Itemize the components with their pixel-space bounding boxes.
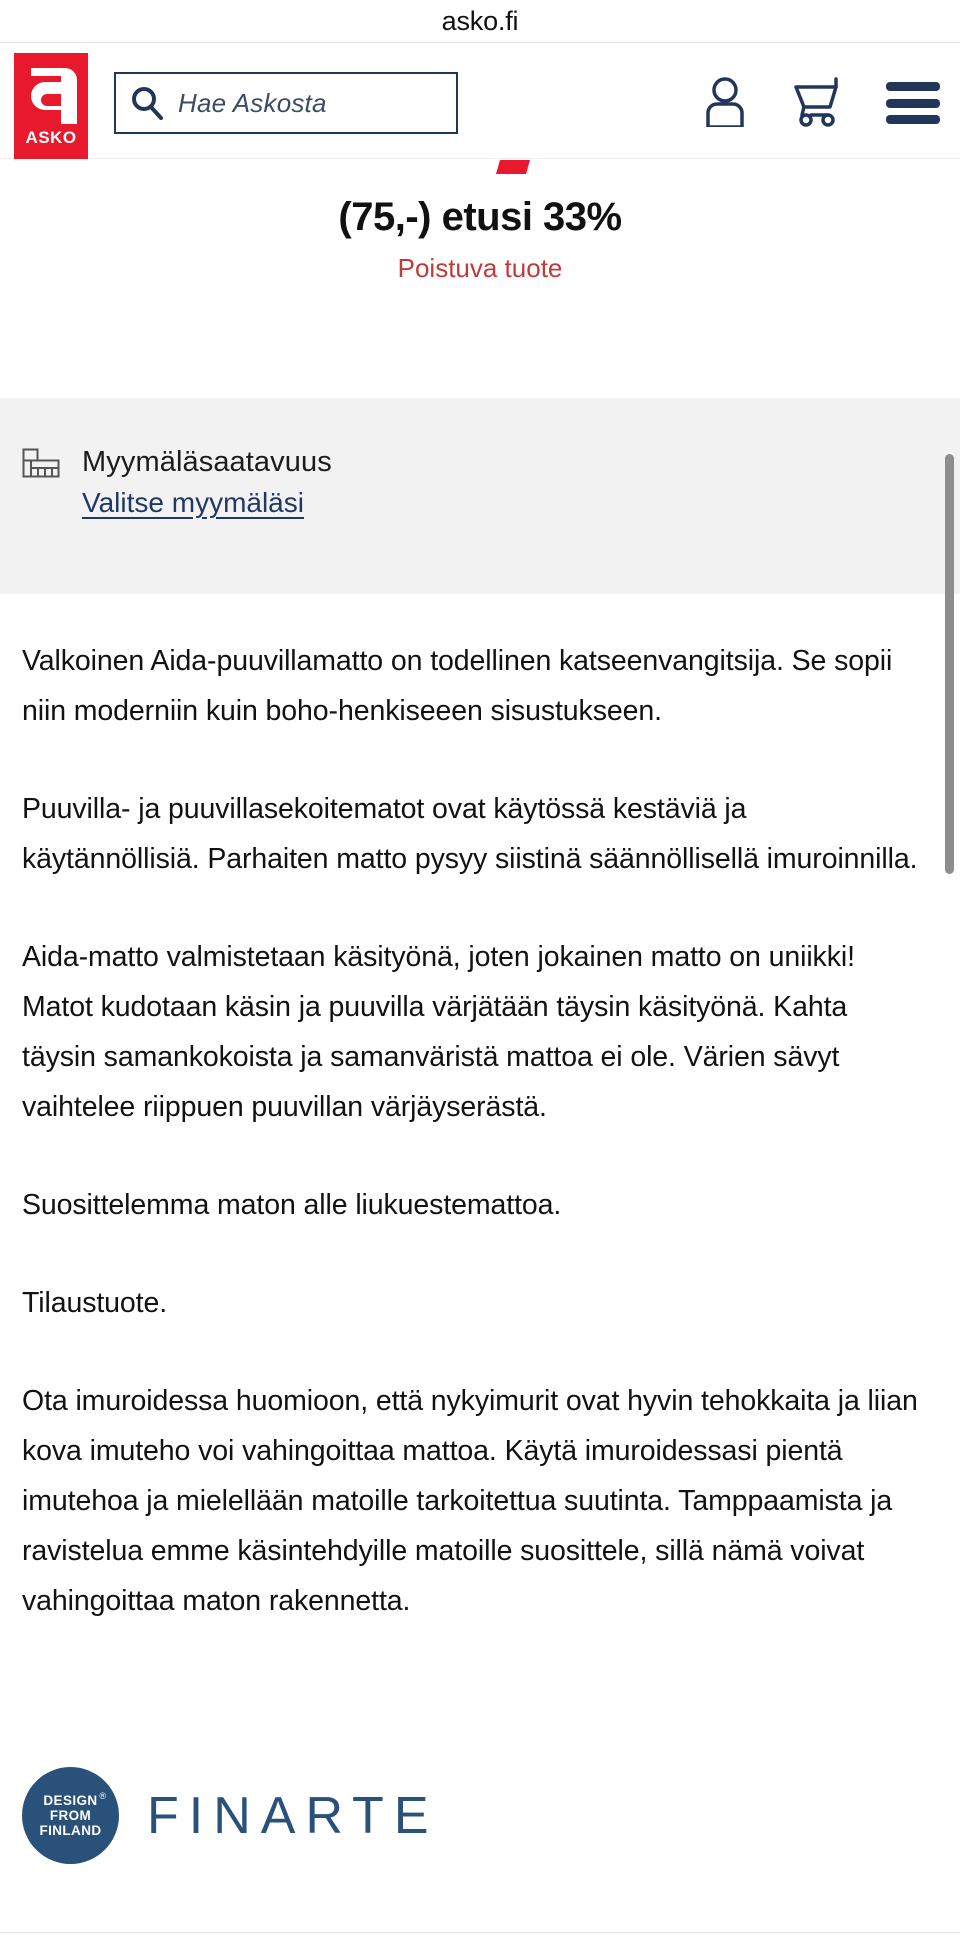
description-paragraph: Valkoinen Aida-puuvillamatto on todellinen katseenvangitsija. Se sopii niin moderniin kuin boho-henkiseeen sisustukseen. xyxy=(22,645,893,727)
page-scrollbar-track[interactable] xyxy=(948,160,957,1939)
badge-line-2: FROM xyxy=(49,1808,92,1823)
url-text: asko.fi xyxy=(441,5,519,36)
bottom-divider xyxy=(0,1932,960,1933)
brand-logo xyxy=(22,1767,439,1864)
product-description xyxy=(22,636,922,1674)
search-placeholder-text: Hae Askosta xyxy=(178,87,327,118)
status-badge: Poistuva tuote xyxy=(397,253,563,283)
asko-a-logo-icon xyxy=(25,62,77,124)
shopping-cart-icon xyxy=(792,75,846,132)
cart-button[interactable] xyxy=(790,74,848,132)
brand-name: FINARTE xyxy=(147,1786,439,1845)
promo-section xyxy=(0,160,960,294)
price-note: (75,-) etusi 33% xyxy=(338,195,622,239)
store-availability-title: Myymäläsaatavuus xyxy=(82,446,332,478)
asko-logo-text: ASKO xyxy=(25,128,77,147)
store-availability-panel xyxy=(0,398,960,594)
design-from-finland-badge-icon xyxy=(22,1767,119,1864)
description-paragraph: Puuvilla- ja puuvillasekoitematot ovat käytössä kestäviä ja käytännöllisiä. Parhaiten matto pysyy siistinä säännöllisellä imuroinnilla. xyxy=(22,793,918,875)
site-header xyxy=(0,44,960,159)
hamburger-menu-icon xyxy=(886,82,940,124)
description-paragraph: Aida-matto valmistetaan käsityönä, joten jokainen matto on uniikki! Matot kudotaan käsin ja puuvilla värjätään täysin käsityönä. Kahta täysin samankokoista ja samanväristä mattoa ei ole. Värien sävyt vaihtelee riippuen puuvillan värjäyserästä. xyxy=(22,941,855,1123)
search-input[interactable] xyxy=(114,72,458,134)
header-icon-group xyxy=(696,74,942,132)
account-button[interactable] xyxy=(696,74,754,132)
asko-logo[interactable] xyxy=(14,53,88,159)
price-badge-clipped xyxy=(496,160,530,174)
menu-button[interactable] xyxy=(884,74,942,132)
description-paragraph: Suosittelemma maton alle liukuestemattoa. xyxy=(22,1189,562,1221)
search-icon xyxy=(116,72,178,134)
description-paragraph: Tilaustuote. xyxy=(22,1287,168,1319)
store-icon xyxy=(22,448,60,478)
registered-mark: ® xyxy=(99,1791,106,1801)
badge-line-3: FINLAND xyxy=(39,1823,102,1838)
browser-url-bar[interactable] xyxy=(0,0,960,43)
badge-line-1: DESIGN xyxy=(43,1793,98,1808)
description-paragraph: Ota imuroidessa huomioon, että nykyimurit ovat hyvin tehokkaita ja liian kova imuteho voi vahingoittaa mattoa. Käytä imuroidessasi pientä imutehoa ja mielellään matoille tarkoitettua suutinta. Tamppaamista ja ravistelua emme käsintehdyille matoille suosittele, sillä nämä voivat vahingoittaa maton rakennetta. xyxy=(22,1385,918,1617)
user-icon xyxy=(700,75,750,132)
page-scrollbar-thumb[interactable] xyxy=(945,454,954,874)
select-store-link[interactable]: Valitse myymäläsi xyxy=(82,487,304,518)
store-availability-row xyxy=(22,446,960,479)
